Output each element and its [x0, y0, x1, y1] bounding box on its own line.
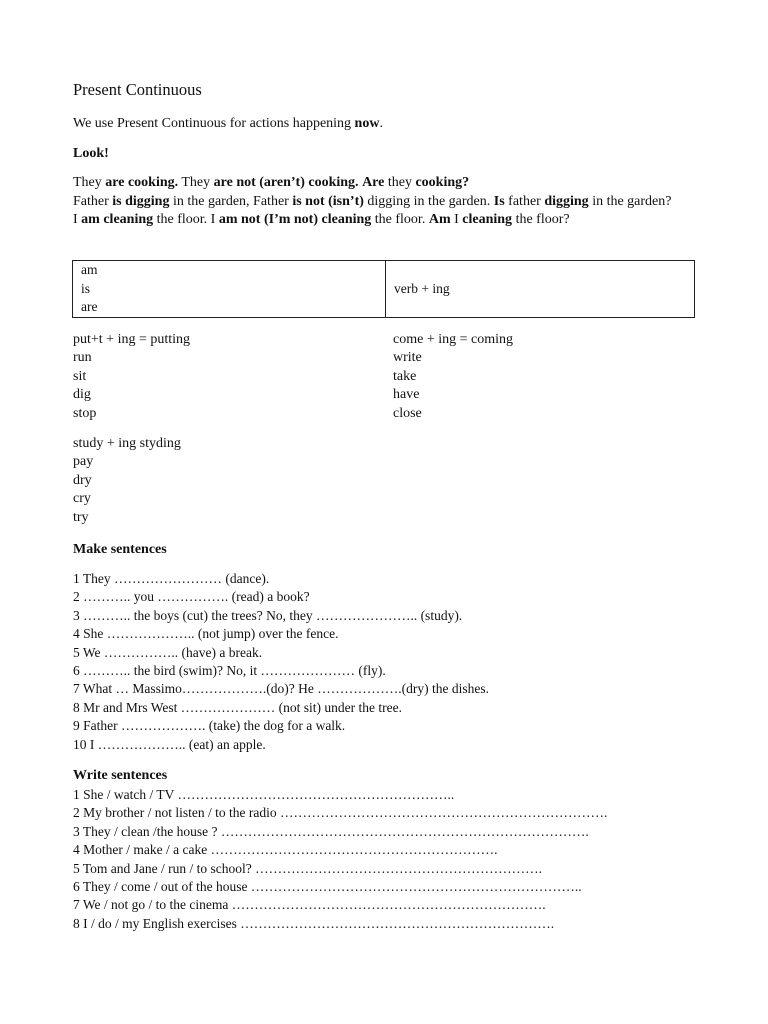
aux-am: am — [81, 262, 98, 278]
example-segment: father — [504, 193, 545, 209]
spelling-y-list — [73, 435, 181, 527]
list-item: take — [393, 368, 417, 384]
example-segment: They — [178, 175, 214, 190]
example-segment: am not (I’m not) cleaning — [218, 212, 372, 228]
list-item: close — [393, 405, 422, 421]
example-sentences — [73, 174, 703, 230]
list-item: have — [393, 387, 420, 403]
example-line-1 — [73, 174, 703, 193]
example-segment: am cleaning — [81, 212, 154, 228]
spelling-doubling-list — [73, 331, 190, 423]
example-segment: digging — [544, 193, 589, 209]
auxiliary-verb-table — [72, 260, 695, 318]
example-segment: the floor? — [512, 212, 570, 228]
example-segment: is digging — [112, 193, 170, 209]
example-segment: are not (aren’t) cooking. — [213, 175, 359, 190]
list-item: pay — [73, 454, 94, 470]
list-item: run — [73, 350, 92, 366]
example-segment: I — [450, 212, 463, 228]
example-segment: are cooking. — [105, 175, 179, 190]
list-item: come + ing = coming — [393, 332, 513, 347]
exercise-item: 5 Tom and Jane / run / to school? ………………………………………………………. — [73, 860, 543, 876]
list-item: put+t + ing = putting — [73, 332, 191, 347]
exercise-item: 8 I / do / my English exercises ……………………………………………………………. — [73, 915, 555, 931]
list-item: try — [73, 509, 89, 525]
example-segment: They — [73, 175, 106, 190]
example-segment: in the garden, Father — [169, 193, 293, 209]
example-segment: Are — [362, 175, 385, 190]
make-sentences-list — [73, 570, 489, 754]
example-line-2 — [73, 193, 703, 212]
exercise-item: 2 ……….. you ……………. (read) a book? — [73, 589, 310, 605]
example-segment: Father — [73, 193, 113, 209]
exercise-item: 2 My brother / not listen / to the radio ………………………………………………………………. — [73, 805, 608, 821]
intro-end: . — [379, 116, 383, 131]
example-segment: in the garden? — [588, 193, 672, 209]
intro-text: We use Present Continuous for actions happening — [73, 116, 355, 131]
example-segment: they — [384, 175, 416, 190]
exercise-item: 1 She / watch / TV …………………………………………………….. — [73, 787, 455, 802]
make-sentences-heading: Make sentences — [73, 542, 167, 557]
list-item: dry — [73, 472, 92, 488]
exercise-item: 4 She ……………….. (not jump) over the fence. — [73, 626, 339, 642]
page-title: Present Continuous — [73, 80, 202, 99]
exercise-item: 1 They …………………… (dance). — [73, 571, 270, 586]
list-item: sit — [73, 368, 87, 384]
exercise-item: 6 ……….. the bird (swim)? No, it ………………… (fly). — [73, 663, 386, 679]
list-item: stop — [73, 405, 97, 421]
aux-are: are — [81, 299, 98, 315]
exercise-item: 5 We …………….. (have) a break. — [73, 644, 263, 660]
intro-emphasis: now — [354, 116, 380, 131]
exercise-item: 3 They / clean /the house ? ………………………………………………………………………. — [73, 823, 589, 839]
exercise-item: 7 We / not go / to the cinema ……………………………………………………………. — [73, 897, 546, 913]
exercise-item: 7 What … Massimo……………….(do)? He ……………….(dry) the dishes. — [73, 681, 489, 697]
intro-sentence — [73, 115, 383, 133]
exercise-item: 3 ……….. the boys (cut) the trees? No, they ………………….. (study). — [73, 607, 463, 623]
example-segment: the floor. — [371, 212, 429, 228]
spelling-drop-e-list — [393, 331, 513, 423]
rule-cell: verb + ing — [386, 261, 695, 318]
exercise-item: 6 They / come / out of the house ……………………………………………………………….. — [73, 879, 582, 895]
exercise-item: 9 Father ………………. (take) the dog for a walk. — [73, 718, 346, 734]
list-item: cry — [73, 491, 91, 507]
list-item: dig — [73, 387, 91, 403]
example-segment: digging in the garden. — [363, 193, 494, 209]
list-item: study + ing styding — [73, 436, 181, 451]
example-line-3 — [73, 211, 703, 230]
list-item: write — [393, 350, 422, 366]
example-segment: cleaning — [462, 212, 513, 228]
aux-is: is — [81, 280, 91, 296]
example-segment: the floor. I — [153, 212, 219, 228]
example-segment: I — [73, 212, 82, 228]
example-segment: cooking? — [415, 175, 470, 190]
look-label: Look! — [73, 146, 109, 161]
auxiliary-cell — [73, 261, 386, 318]
write-sentences-list — [73, 786, 607, 933]
exercise-item: 10 I ……………….. (eat) an apple. — [73, 736, 266, 752]
example-segment: Is — [493, 193, 505, 209]
write-sentences-heading: Write sentences — [73, 768, 168, 783]
example-segment: Am — [428, 212, 451, 228]
exercise-item: 4 Mother / make / a cake ………………………………………………………. — [73, 842, 498, 858]
example-segment: is not (isn’t) — [292, 193, 364, 209]
exercise-item: 8 Mr and Mrs West ………………… (not sit) under the tree. — [73, 699, 402, 715]
